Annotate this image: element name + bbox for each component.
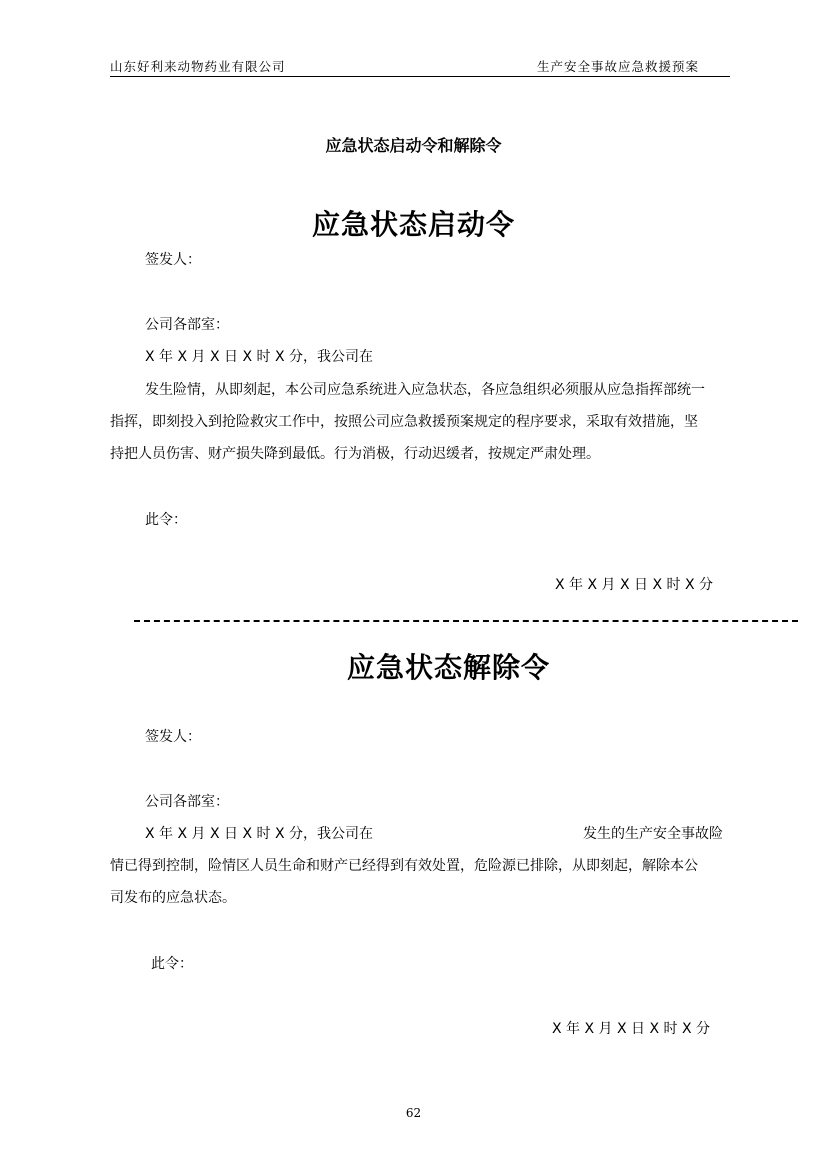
header-document-name: 生产安全事故应急救援预案 <box>537 59 700 74</box>
start-order-line-4: 持把人员伤害、财产损失降到最低。行为消极，行动迟缓者，按规定严肃处理。 <box>110 446 600 462</box>
start-order-recipient: 公司各部室： <box>145 317 229 333</box>
end-order-line-1b: 发生的生产安全事故险 <box>583 826 723 842</box>
end-order-title: 应急状态解除令 <box>346 651 550 684</box>
start-order-title: 应急状态启动令 <box>311 208 515 241</box>
start-order-command: 此令： <box>145 512 187 528</box>
start-order-signer: 签发人： <box>145 252 201 268</box>
end-order-line-3: 司发布的应急状态。 <box>110 890 236 906</box>
end-order-date: X 年 X 月 X 日 X 时 X 分 <box>552 1021 711 1037</box>
header-rule <box>110 76 730 77</box>
header-company: 山东好利来动物药业有限公司 <box>110 59 286 74</box>
start-order-date: X 年 X 月 X 日 X 时 X 分 <box>555 577 714 593</box>
end-order-line-2: 情已得到控制，险情区人员生命和财产已经得到有效处置，危险源已排除，从即刻起，解除本公 <box>110 858 698 874</box>
end-order-command: 此令： <box>151 956 193 972</box>
document-title: 应急状态启动令和解除令 <box>325 136 502 155</box>
page-number: 62 <box>405 1106 422 1120</box>
start-order-line-3: 指挥，即刻投入到抢险救灾工作中，按照公司应急救援预案规定的程序要求，采取有效措施，坚 <box>110 414 698 430</box>
end-order-line-1a: X 年 X 月 X 日 X 时 X 分，我公司在 <box>145 826 374 842</box>
end-order-recipient: 公司各部室： <box>145 794 229 810</box>
dashed-separator <box>134 620 798 622</box>
start-order-line-1: X 年 X 月 X 日 X 时 X 分，我公司在 <box>145 349 374 365</box>
end-order-signer: 签发人： <box>145 729 201 745</box>
start-order-line-2: 发生险情，从即刻起，本公司应急系统进入应急状态，各应急组织必须服从应急指挥部统一 <box>145 382 705 398</box>
